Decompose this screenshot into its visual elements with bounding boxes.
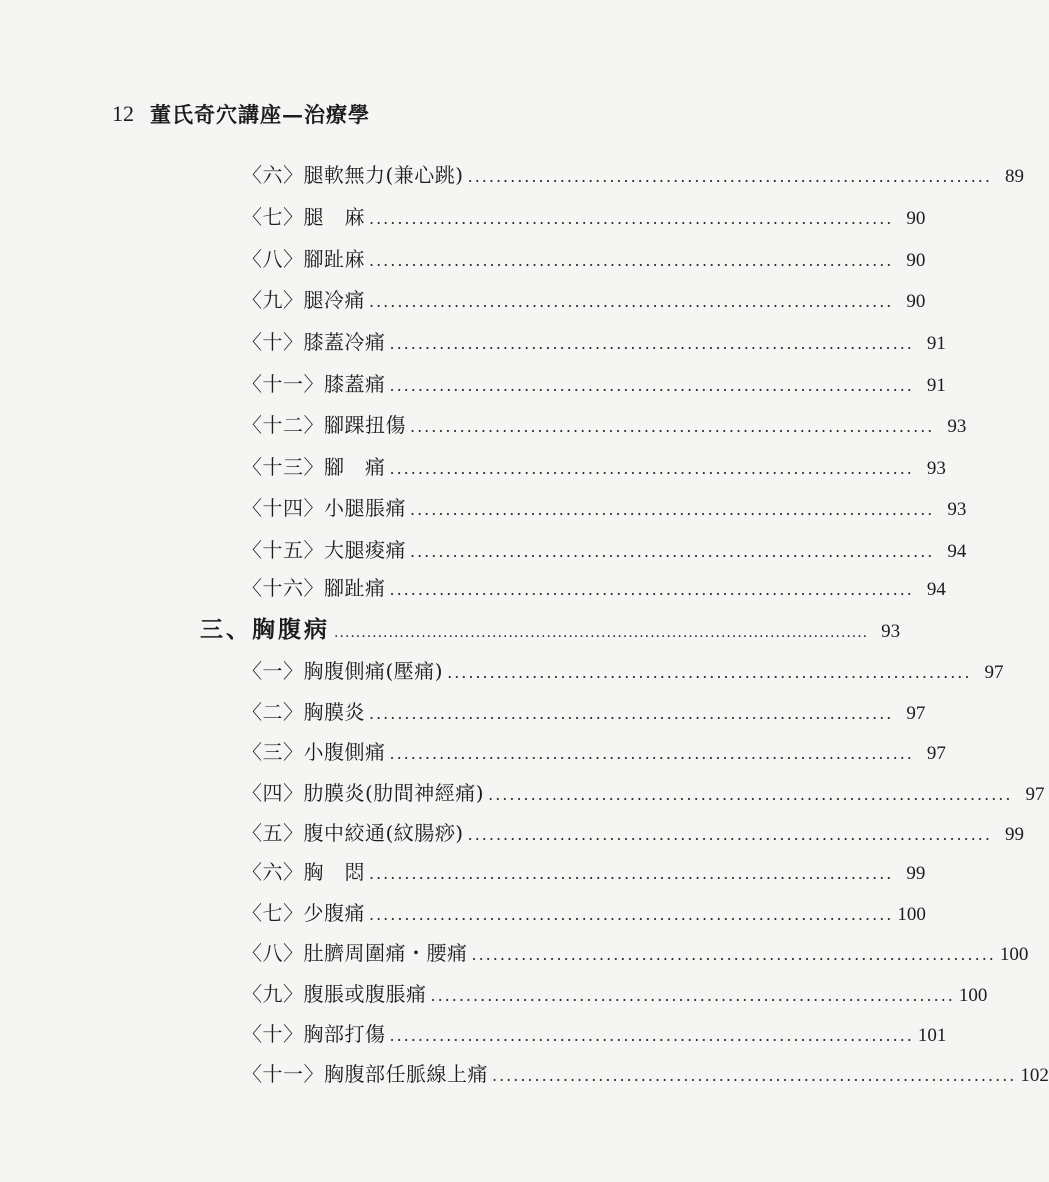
toc-entry[interactable] <box>242 369 946 399</box>
toc-entry[interactable] <box>242 1019 947 1049</box>
toc-leader: .......................................................................... <box>410 542 935 561</box>
toc-leader: .......................................................................... <box>389 744 914 763</box>
toc-entry-page: 90 <box>906 208 926 229</box>
toc-leader: .......................................................................... <box>410 500 935 519</box>
toc-entry[interactable] <box>242 285 926 315</box>
toc-entry-label: 〈八〉腳趾麻 <box>242 247 365 271</box>
toc-entry[interactable] <box>242 979 988 1009</box>
toc-entry-page: 90 <box>906 291 926 312</box>
toc-leader: .......................................................................... <box>369 251 894 270</box>
toc-entry[interactable] <box>242 160 1024 190</box>
toc-entry-page: 100 <box>999 944 1029 965</box>
toc-leader: .......................................................................... <box>389 376 914 395</box>
toc-entry-label: 〈九〉腹脹或腹脹痛 <box>242 982 427 1006</box>
toc-entry-label: 〈十三〉腳 痛 <box>242 455 386 479</box>
toc-leader: .......................................................................... <box>471 945 996 964</box>
toc-leader: .......................................................................... <box>369 905 894 924</box>
toc-entry-page: 90 <box>906 250 926 271</box>
toc-entry-label: 〈十一〉膝蓋痛 <box>242 372 386 396</box>
toc-entry[interactable] <box>242 697 926 727</box>
toc-entry[interactable] <box>242 737 946 767</box>
toc-entry-page: 93 <box>947 416 967 437</box>
toc-leader: .......................................................................... <box>488 785 1013 804</box>
toc-entry-label: 〈三〉小腹側痛 <box>242 740 386 764</box>
toc-leader: .......................................................................... <box>369 209 894 228</box>
toc-entry-label: 〈六〉胸 悶 <box>242 860 365 884</box>
toc-entry-page: 97 <box>984 662 1004 683</box>
toc-entry[interactable] <box>242 493 967 523</box>
toc-entry-label: 〈六〉腿軟無力(兼心跳) <box>242 163 464 187</box>
toc-entry-page: 91 <box>926 375 946 396</box>
toc-entry-page: 97 <box>1025 784 1045 805</box>
toc-entry-page: 89 <box>1004 166 1024 187</box>
toc-entry[interactable] <box>242 244 926 274</box>
toc-entry-page: 97 <box>906 703 926 724</box>
toc-entry-page: 94 <box>947 541 967 562</box>
toc-entry-label: 〈五〉腹中絞通(紋腸痧) <box>242 821 464 845</box>
toc-entry[interactable] <box>242 410 967 440</box>
toc-entry-label: 〈十一〉胸腹部任脈線上痛 <box>242 1062 488 1086</box>
toc-entry-label: 〈十〉膝蓋冷痛 <box>242 330 386 354</box>
toc-entry-page: 97 <box>926 743 946 764</box>
toc-entry[interactable] <box>242 573 946 603</box>
toc-section-page: 93 <box>881 621 901 642</box>
toc-entry-page: 93 <box>926 458 946 479</box>
toc-leader: .................................................................................................. <box>334 625 869 641</box>
toc-entry-page: 101 <box>917 1025 947 1046</box>
toc-entry-label: 〈七〉腿 麻 <box>242 205 365 229</box>
toc-entry-page: 99 <box>1004 824 1024 845</box>
toc-entry[interactable] <box>242 1059 1049 1089</box>
toc-entry-label: 〈十四〉小腿脹痛 <box>242 496 406 520</box>
toc-entry-page: 100 <box>958 985 988 1006</box>
toc-leader: .......................................................................... <box>389 580 914 599</box>
toc-entry[interactable] <box>242 938 1029 968</box>
toc-leader: .......................................................................... <box>369 864 894 883</box>
page-number: 12 <box>112 101 134 126</box>
toc-entry-label: 〈十二〉腳踝扭傷 <box>242 413 406 437</box>
toc-leader: .......................................................................... <box>447 663 972 682</box>
toc-entry[interactable] <box>242 778 1045 808</box>
toc-leader: .......................................................................... <box>410 417 935 436</box>
toc-entry-page: 99 <box>906 863 926 884</box>
toc-entry-page: 102 <box>1020 1065 1049 1086</box>
toc-entry-label: 〈九〉腿冷痛 <box>242 288 365 312</box>
toc-entry[interactable] <box>242 452 946 482</box>
toc-entry-label: 〈十〉胸部打傷 <box>242 1022 386 1046</box>
toc-leader: .......................................................................... <box>389 1026 914 1045</box>
toc-entry[interactable] <box>242 898 926 928</box>
toc-entry-label: 〈十六〉腳趾痛 <box>242 576 386 600</box>
toc-section-heading[interactable] <box>200 615 901 645</box>
toc-entry[interactable] <box>242 327 946 357</box>
toc-entry[interactable] <box>242 202 926 232</box>
toc-leader: .......................................................................... <box>389 334 914 353</box>
toc-entry-label: 〈二〉胸膜炎 <box>242 700 365 724</box>
toc-entry-page: 94 <box>926 579 946 600</box>
toc-entry-label: 〈一〉胸腹側痛(壓痛) <box>242 659 444 683</box>
toc-entry[interactable] <box>242 656 1004 686</box>
toc-entry-label: 〈四〉肋膜炎(肋間神經痛) <box>242 781 485 805</box>
toc-entry-label: 〈十五〉大腿痠痛 <box>242 538 406 562</box>
toc-entry[interactable] <box>242 857 926 887</box>
toc-entry-label: 〈八〉肚臍周圍痛・腰痛 <box>242 941 468 965</box>
toc-entry-label: 〈七〉少腹痛 <box>242 901 365 925</box>
toc-section-label: 三、胸腹病 <box>200 616 330 643</box>
toc-leader: .......................................................................... <box>430 986 955 1005</box>
toc-leader: .......................................................................... <box>467 825 992 844</box>
toc-leader: .......................................................................... <box>369 704 894 723</box>
book-title: 董氏奇穴講座—治療學 <box>150 102 370 127</box>
toc-entry-page: 93 <box>947 499 967 520</box>
toc-entry[interactable] <box>242 535 967 565</box>
toc-entry[interactable] <box>242 818 1024 848</box>
toc-leader: .......................................................................... <box>467 167 992 186</box>
toc-entry-page: 91 <box>926 333 946 354</box>
toc-leader: .......................................................................... <box>369 292 894 311</box>
toc-entry-page: 100 <box>897 904 926 925</box>
toc-leader: .......................................................................... <box>389 459 914 478</box>
toc-leader: .......................................................................... <box>492 1066 1017 1085</box>
